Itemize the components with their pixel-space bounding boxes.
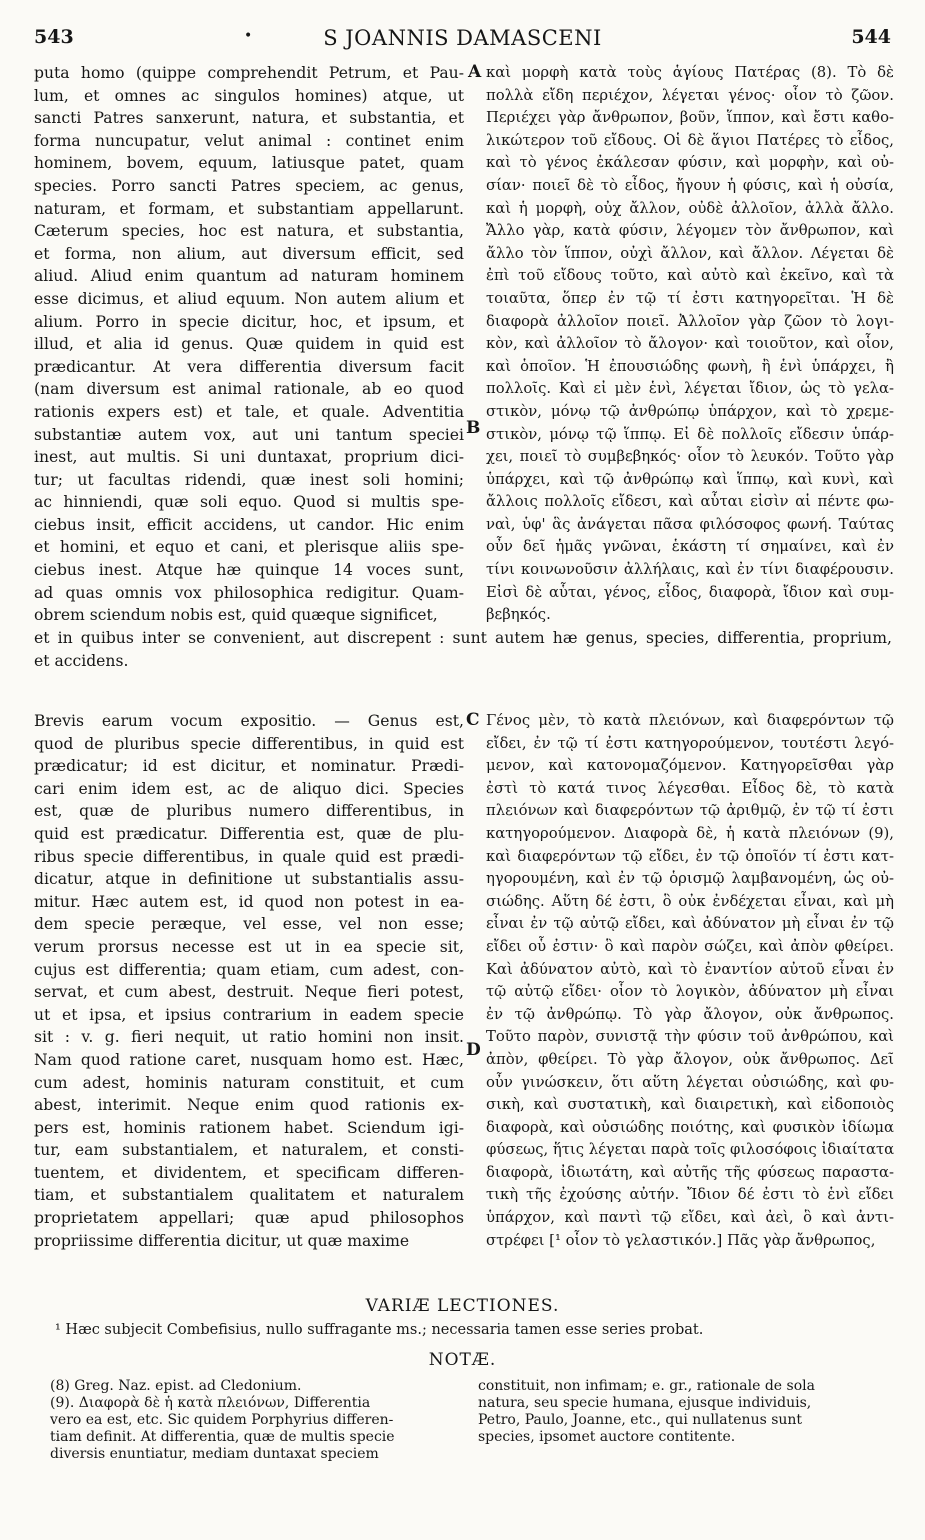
latin-line: hominem, bovem, equum, latiusque patet, quam [34,154,464,173]
greek-line: λικώτερον τοῦ εἴδους. Οἱ δὲ ἅγιοι Πατέρες τὸ εἶδος, [486,131,894,149]
latin-line: prædicatur; id est dicitur, et nominatur. Prædi- [34,757,464,776]
greek-line: ναὶ, ὑφ' ἃς ἀνάγεται πᾶσα φιλόσοφος φωνή. Ταύτας [486,515,894,533]
note-line: Petro, Paulo, Joanne, etc., qui nullatenus sunt [478,1412,803,1428]
greek-line: χει, ποιεῖ τὸ συμβεβηκός· οἷον τὸ λευκόν. Τοῦτο γὰρ [486,448,894,466]
greek-line: διαφορὰ, ἰδιωτάτη, καὶ αὐτῆς τῆς φύσεως παραστα- [486,1163,894,1181]
latin-column-top [34,62,464,627]
greek-line: τίνι κοινωνοῦσιν ἀλλήλαις, καὶ ἐν τίνι διαφέρουσιν. [486,561,894,579]
greek-line: Καὶ ἀδύνατον αὐτὸ, καὶ τὸ ἐναντίον αὐτοῦ εἶναι ἐν [486,960,894,978]
greek-line: σίαν· ποιεῖ δὲ τὸ εἶδος, ἤγουν ἡ φύσις, καὶ ἡ οὐσία, [486,176,894,194]
greek-line: Περιέχει γὰρ ἄνθρωπον, βοῦν, ἵππον, καὶ ἔστι καθο- [486,109,894,127]
greek-line: πολλὰ εἴδη περιέχον, λέγεται γένος· οἷον τὸ ζῶον. [486,86,894,104]
greek-line: στικὸν, μόνῳ τῷ ἵππῳ. Εἰ δὲ πολλοῖς εἴδεσιν ὑπάρ- [486,425,894,443]
greek-line: καὶ μορφὴ κατὰ τοὺς ἁγίους Πατέρας (8). Τὸ δὲ [486,64,894,81]
full-line: et accidens. [34,651,129,670]
latin-line: aliud. Aliud enim quantum ad naturam hominem [34,267,464,286]
latin-line: ad quas omnis vox philosophica redigitur. Quam- [34,583,464,602]
latin-line: cujus est differentia; quam etiam, cum adest, con- [34,960,464,979]
note-line: constituit, non infimam; e. gr., rationale de sola [478,1378,815,1394]
greek-line: οὖν δεῖ ἡμᾶς γνῶναι, ἑκάστη τί σημαίνει, καὶ ἐν [486,538,894,556]
latin-line: naturam, et formam, et substantiam appellarunt. [34,199,464,218]
variae-text: ¹ Hæc subjecit Combefisius, nullo suffragante ms.; necessaria tamen esse series probat. [55,1322,704,1338]
note-line: (9). Διαφορὰ δὲ ἡ κατὰ πλειόνων, Differentia [50,1395,371,1411]
greek-line: σικὴ, καὶ συστατικὴ, καὶ διαιρετικὴ, καὶ εἰδοποιὸς [486,1096,894,1114]
greek-line: καὶ τὸ γένος ἐκάλεσαν φύσιν, καὶ μορφὴν, καὶ οὐ- [486,154,894,172]
greek-line: Τοῦτο παρὸν, συνιστᾷ τὴν φύσιν τοῦ ἀνθρώπου, καὶ [486,1028,894,1046]
latin-line: lum, et omnes ac singulos homines) atque, ut [34,86,464,105]
greek-line: τοιαῦτα, ὅπερ ἐν τῷ τί ἐστι κατηγορεῖται. Ἡ δὲ [486,289,894,307]
page-number-right: 544 [851,26,891,48]
full-line: et in quibus inter se convenient, aut discrepent : sunt autem hæ genus, species, differentia, proprium, [34,629,892,647]
greek-line: κατηγορούμενον. Διαφορὰ δὲ, ἡ κατὰ πλειόνων (9), [486,824,894,842]
latin-line: puta homo (quippe comprehendit Petrum, et Pau- [34,64,464,82]
margin-marker-c: C [466,710,480,730]
notae-right [478,1378,898,1446]
latin-line: proprietatem appellari; quæ apud philosophos [34,1209,464,1228]
latin-line: ciebus inest. Atque hæ quinque 14 voces sunt, [34,561,464,580]
page-number-left: 543 [34,26,74,48]
greek-line: πολλοῖς. Καὶ εἰ μὲν ἑνὶ, λέγεται ἴδιον, ὡς τὸ γελα- [486,380,894,398]
latin-line: et homini, et equo et cani, et plerisque aliis spe- [34,538,464,557]
latin-line: Cæterum species, hoc est natura, et substantia, [34,222,464,241]
note-line: species, ipsomet auctore contitente. [478,1429,736,1445]
latin-line: tuentem, et dividentem, et specificam differen- [34,1163,464,1182]
latin-line: ribus specie differentibus, in quale quid est prædi- [34,847,464,866]
latin-line: abest, interimit. Neque enim quod rationis ex- [34,1096,464,1115]
greek-line: ὑπάρχον, καὶ παντὶ τῷ εἴδει, καὶ ἀεὶ, ὃ καὶ ἀντι- [486,1209,894,1227]
latin-line: verum prorsus necesse est ut in ea specie sit, [34,937,464,956]
greek-line: καὶ ὁποῖον. Ἡ ἐπουσιώδης φωνὴ, ἢ ἑνὶ ὑπάρχει, ἢ [486,357,894,375]
latin-line: ut et ipsa, et ipsius contrarium in eadem specie [34,1005,464,1024]
latin-line: dem specie peræque, vel esse, vel non esse; [34,915,464,934]
notae-heading: NOTÆ. [428,1350,497,1370]
running-title: S JOANNIS DAMASCENI [323,26,602,50]
notae-left [50,1378,470,1463]
margin-marker-d: D [466,1040,481,1060]
greek-line: στικὸν, μόνῳ τῷ ἀνθρώπῳ ὑπάρχον, καὶ τὸ χρεμε- [486,402,894,420]
greek-line: ὑπάρχει, καὶ τῷ ἀνθρώπῳ καὶ ἵππῳ, καὶ κυνὶ, καὶ [486,470,894,488]
greek-line: κὸν, καὶ ἀλλοῖον τὸ ἄλογον· καὶ τοιοῦτον, καὶ οἷον, [486,335,894,353]
latin-line: forma nuncupatur, velut animal : continet enim [34,131,464,150]
greek-line: οὖν γινώσκειν, ὅτι αὕτη λέγεται οὐσιώδης, καὶ φυ- [486,1073,894,1091]
greek-line: ἐν τῷ ἀνθρώπῳ. Τὸ γὰρ ἄλογον, οὐκ ἄνθρωπος. [486,1005,894,1023]
greek-line: καὶ ἡ μορφὴ, οὐχ ἄλλον, οὐδὲ ἀλλοῖον, ἀλλὰ ἄλλο. [486,199,894,217]
latin-line: Nam quod ratione caret, nusquam homo est. Hæc, [34,1050,464,1069]
latin-line: esse dicimus, et aliud equum. Non autem alium et [34,289,464,308]
margin-marker-a: A [468,62,482,82]
latin-line: pers est, hominis rationem habet. Sciendum igi- [34,1118,464,1137]
latin-line: servat, et cum abest, destruit. Neque fieri potest, [34,983,464,1002]
greek-line: ηγορουμένη, καὶ ἐν τῷ ὁρισμῷ λαμβανομένη, ὡς οὐ- [486,870,894,888]
greek-line: τικὴ τῆς ἐχούσης αὐτήν. Ἴδιον δέ ἐστι τὸ ἑνὶ εἴδει [486,1186,894,1204]
greek-line: στρέφει [¹ οἷον τὸ γελαστικόν.] Πᾶς γὰρ ἄνθρωπος, [486,1231,876,1249]
greek-line: διαφορὰ, καὶ οὐσιώδης ποιότης, καὶ φυσικὸν ἰδίωμα [486,1118,894,1136]
latin-line: quid est prædicatur. Differentia est, quæ de plu- [34,824,464,843]
greek-line: τῷ αὐτῷ εἴδει· οἷον τὸ λογικὸν, ἀδύνατον μὴ εἶναι [486,983,894,1001]
latin-line: species. Porro sancti Patres speciem, ac genus, [34,176,464,195]
greek-line: Γένος μὲν, τὸ κατὰ πλειόνων, καὶ διαφερόντων τῷ [486,712,894,729]
latin-line: obrem sciendum nobis est, quid quæque significet, [34,606,438,625]
greek-line: φύσεως, ἥτις λέγεται παρὰ τοῖς φιλοσόφοις ἰδιαίτατα [486,1141,894,1159]
greek-line: εἴδει, ἐν τῷ τί ἐστι κατηγορούμενον, τουτέστι λεγό- [486,734,894,752]
greek-line: πλειόνων καὶ διαφερόντων τῷ ἀριθμῷ, ἐν τῷ τί ἐστι [486,802,894,820]
latin-line: ac hinniendi, quæ soli equo. Quod si multis spe- [34,493,464,512]
note-line: tiam definit. At differentia, quæ de multis specie [50,1429,395,1445]
latin-line: Brevis earum vocum expositio. — Genus est, [34,712,464,730]
latin-line: tur; ut facultas ridendi, quæ inest soli homini; [34,470,464,489]
latin-line: (nam diversum est animal rationale, ab eo quod [34,380,464,399]
latin-line: sit : v. g. fieri nequit, ut ratio homini non insit. [34,1028,464,1047]
latin-line: tiam, et substantialem qualitatem et naturalem [34,1186,464,1205]
latin-line: inest, aut multis. Si uni duntaxat, proprium dici- [34,448,464,467]
greek-line: ἐστὶ τὸ κατά τινος λέγεσθαι. Εἶδος δὲ, τὸ κατὰ [486,779,894,797]
latin-column-bottom [34,710,464,1252]
note-line: vero ea est, etc. Sic quidem Porphyrius differen- [50,1412,394,1428]
latin-line: tur, eam substantialem, et naturalem, et consti- [34,1141,464,1160]
latin-line: cari enim idem est, ac de aliquo dici. Species [34,779,464,798]
latin-line: ciebus insit, efficit accidens, ut candor. Hic enim [34,515,464,534]
latin-line: substantiæ autem vox, aut uni tantum speciei [34,425,464,444]
greek-line: εἴδει οὗ ἐστιν· ὃ καὶ παρὸν σώζει, καὶ ἀπὸν φθείρει. [486,937,894,955]
note-line: natura, seu specie humana, ejusque individuis, [478,1395,812,1411]
greek-line: βεβηκός. [486,606,551,624]
latin-line: alium. Porro in specie dicitur, hoc, et ipsum, et [34,312,464,331]
ornament-dot: • [244,28,253,44]
full-width-text [34,627,892,672]
greek-line: ἀπὸν, φθείρει. Τὸ γὰρ ἄλογον, οὐκ ἄνθρωπος. Δεῖ [486,1050,894,1068]
greek-column-top [486,62,894,627]
note-line: (8) Greg. Naz. epist. ad Cledonium. [50,1378,302,1394]
latin-line: cum adest, hominis naturam constituit, et cum [34,1073,464,1092]
latin-line: dicatur, atque in definitione ut substantialis assu- [34,870,464,889]
greek-line: Ἄλλο γὰρ, κατὰ φύσιν, λέγομεν τὸν ἄνθρωπον, καὶ [486,222,894,240]
note-line: diversis enuntiatur, mediam duntaxat speciem [50,1446,379,1462]
greek-line: καὶ διαφερόντων τῷ εἴδει, ἐν τῷ ὁποῖόν τί ἐστι κατ- [486,847,894,865]
greek-line: μενον, καὶ κατονομαζόμενον. Κατηγορεῖσθαι γὰρ [486,757,894,775]
latin-line: quod de pluribus specie differentibus, in quid est [34,734,464,753]
greek-line: Εἰσὶ δὲ αὗται, γένος, εἶδος, διαφορὰ, ἴδιον καὶ συμ- [486,583,894,601]
greek-line: εἶναι ἐν τῷ αὐτῷ εἴδει, καὶ ἀδύνατον μὴ εἶναι ἐν τῷ [486,915,894,933]
latin-line: prædicantur. At vera differentia diversum facit [34,357,464,376]
greek-line: ἄλλοις πολλοῖς εἴδεσι, καὶ αὗται εἰσὶν αἱ πέντε φω- [486,493,894,511]
margin-marker-b: B [466,418,481,438]
greek-line: διαφορὰ ἀλλοῖον ποιεῖ. Ἀλλοῖον γὰρ ζῶον τὸ λογι- [486,312,894,330]
latin-line: illud, et alia id genus. Quæ quidem in quid est [34,335,464,354]
latin-line: est, quæ de pluribus numero differentibus, in [34,802,464,821]
running-header [34,26,891,56]
variae-heading: VARIÆ LECTIONES. [365,1296,560,1316]
latin-line: sancti Patres sanxerunt, natura, et substantia, et [34,109,464,128]
greek-line: σιώδης. Αὕτη δέ ἐστι, ὃ οὐκ ἐνδέχεται εἶναι, καὶ μὴ [486,892,894,910]
greek-line: ἄλλο τὸν ἵππον, οὐχὶ ἄλλον, καὶ ἄλλον. Λέγεται δὲ [486,244,894,262]
latin-line: rationis expers est) et tale, et quale. Adventitia [34,402,464,421]
greek-column-bottom [486,710,894,1252]
latin-line: propriissime differentia dicitur, ut quæ maxime [34,1231,410,1250]
latin-line: mitur. Hæc autem est, id quod non potest in ea- [34,892,464,911]
greek-line: ἐπὶ τοῦ εἴδους τοῦτο, καὶ αὐτὸ καὶ ἐκεῖνο, καὶ τὰ [486,267,894,285]
latin-line: et forma, non alium, aut diversum efficit, sed [34,244,464,263]
